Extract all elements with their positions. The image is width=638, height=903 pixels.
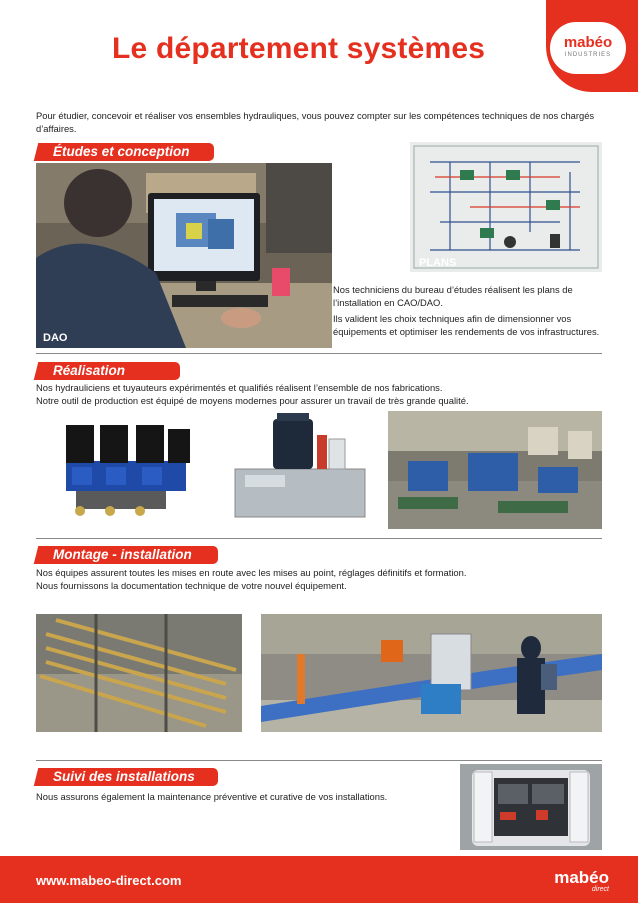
divider [36,538,602,539]
power-unit-photo [225,411,375,523]
etudes-text-1: Nos techniciens du bureau d’études réalisent les plans de l’installation en CAO/DAO. [333,284,573,308]
etudes-text-2: Ils valident les choix techniques afin de dimensionner vos équipements et optimiser les rendements de vos infrastructures. [333,313,600,337]
service-van-photo [460,764,602,850]
footer-logo-subtitle: direct [591,886,609,893]
realisation-line-1: Nos hydrauliciens et tuyauteurs expérimentés et qualifiés réalisent l’ensemble de nos fabrications. [36,382,443,393]
workshop-photo [388,411,602,529]
piping-photo [36,614,242,732]
section-label-realisation: Réalisation [42,362,180,380]
page-title: Le département systèmes [112,32,486,65]
divider [36,760,602,761]
montage-line-1: Nos équipes assurent toutes les mises en route avec les mises au point, réglages définitifs et formation. [36,567,467,578]
intro-text: Pour étudier, concevoir et réaliser vos ensembles hydrauliques, vous pouvez compter sur les compétences techniques de nos chargés d’affaires. [36,110,595,134]
hydraulic-valves-photo [36,411,212,523]
footer-logo-text: mabéo [554,868,609,887]
section-label-etudes: Études et conception [42,143,214,161]
plans-tag: PLANS [419,257,457,269]
montage-line-2: Nous fournissons la documentation technique de votre nouvel équipement. [36,580,347,591]
logo-text: mabéo [563,34,613,51]
realisation-line-2: Notre outil de production est équipé de moyens modernes pour assurer un travail de très grande qualité. [36,395,469,406]
divider [36,353,602,354]
section-label-montage: Montage - installation [42,546,218,564]
suivi-text: Nous assurons également la maintenance préventive et curative de vos installations. [36,791,388,802]
dao-tag: DAO [43,332,68,344]
section-label-suivi: Suivi des installations [42,768,218,786]
plans-photo [410,142,602,272]
dao-photo [36,163,332,348]
installation-photo [261,614,602,732]
website-link[interactable]: www.mabeo-direct.com [36,873,182,888]
logo-subtitle: INDUSTRIES [564,52,612,58]
